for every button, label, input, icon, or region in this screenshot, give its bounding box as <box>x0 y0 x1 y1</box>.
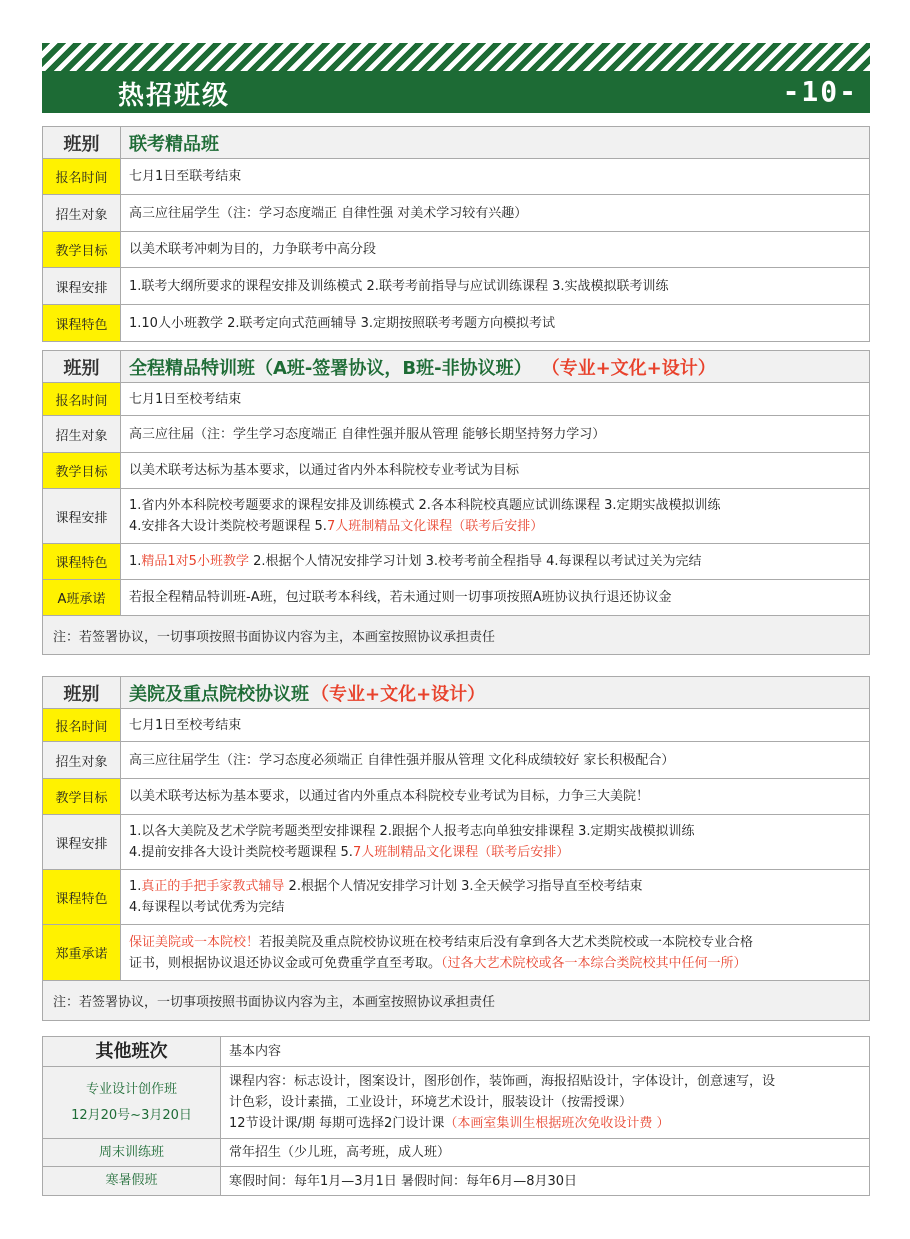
row-text: 4.提前安排各大设计类院校考题课程 5. <box>129 845 353 860</box>
table-row <box>43 709 869 742</box>
row-value: 以美术联考达标为基本要求，以通过省内外重点本科院校专业考试为目标，力争三大美院！ <box>129 789 650 804</box>
table-row <box>43 870 869 925</box>
row-text: 若报美院及重点院校协议班在校考结束后没有拿到各大艺术类院校或一本院校专业合格 <box>259 934 754 950</box>
row-line <box>129 842 861 863</box>
table-row <box>43 544 869 580</box>
row-value: 以美术联考达标为基本要求，以通过省内外本科院校专业考试为目标 <box>129 463 520 478</box>
row-label: 教学目标 <box>43 232 121 267</box>
row-highlight: 真正的手把手家教式辅导 <box>141 879 285 894</box>
row-highlight: 精品1对5小班教学 <box>141 554 249 569</box>
header-bar <box>42 71 870 113</box>
row-line: 1.省内外本科院校考题要求的课程安排及训练模式 2.各本科院校真题应试训练课程 3.定期实战模拟训练 <box>129 498 721 513</box>
row-highlight: 7人班制精品文化课程（联考后安排） <box>326 519 544 534</box>
row-line: 课程内容：标志设计，图案设计，图形创作，装饰画，海报招贴设计，字体设计，创意速写，设 <box>229 1074 776 1089</box>
row-label: 教学目标 <box>43 453 121 488</box>
row-label: 郑重承诺 <box>43 925 121 980</box>
class-label: 班别 <box>43 677 121 708</box>
table-row <box>43 232 869 268</box>
row-value: 七月1日至校考结束 <box>129 717 242 733</box>
row-value <box>121 870 869 924</box>
table-row <box>43 489 869 544</box>
row-value: 七月1日至联考结束 <box>129 169 242 184</box>
row-label: 教学目标 <box>43 779 121 814</box>
row-value: 若报全程精品特训班-A班，包过联考本科线，若未通过则一切事项按照A班协议执行退还协议金 <box>129 590 672 605</box>
row-line <box>129 932 861 953</box>
table-row <box>43 1139 869 1167</box>
row-label: A班承诺 <box>43 580 121 615</box>
table-row <box>43 779 869 815</box>
class-name <box>121 677 485 708</box>
other-classes-table <box>42 1036 870 1196</box>
page-title: 热招班级 <box>118 81 231 111</box>
row-label: 报名时间 <box>43 709 121 741</box>
row-highlight: （本画室集训生根据班次免收设计费 ） <box>444 1116 670 1131</box>
table-row <box>43 195 869 232</box>
row-highlight: 7人班制精品文化课程（联考后安排） <box>352 845 570 860</box>
table-row <box>43 580 869 616</box>
table-row <box>43 159 869 195</box>
class-header <box>43 351 869 383</box>
row-highlight: 保证美院或一本院校！ <box>129 934 260 950</box>
row-value <box>121 544 869 579</box>
table-row <box>43 815 869 870</box>
row-line <box>229 1113 861 1134</box>
row-label: 课程特色 <box>43 544 121 579</box>
row-label: 课程安排 <box>43 815 121 869</box>
row-line: 4.每课程以考试优秀为完结 <box>129 900 285 915</box>
row-label <box>43 1067 221 1138</box>
row-value: 高三应往届学生（注：学习态度端正 自律性强 对美术学习较有兴趣） <box>129 205 528 221</box>
class-name-main: 全程精品特训班（A班-签署协议，B班-非协议班） <box>129 357 532 379</box>
table-row <box>43 1067 869 1139</box>
row-label: 课程特色 <box>43 870 121 924</box>
class-name-subjects: （专业+文化+设计） <box>541 357 716 379</box>
page-header <box>42 43 870 113</box>
row-text: 2.根据个人情况安排学习计划 3.校考考前全程指导 4.每课程以考试过关为完结 <box>248 554 702 569</box>
row-text: 4.安排各大设计类院校考题课程 5. <box>129 519 327 534</box>
class-note: 注：若签署协议，一切事项按照书面协议内容为主，本画室按照协议承担责任 <box>43 616 869 654</box>
header-stripes <box>42 43 870 71</box>
row-line: 计色彩，设计素描，工业设计，环境艺术设计，服装设计（按需授课） <box>229 1095 633 1110</box>
row-value: 1.联考大纲所要求的课程安排及训练模式 2.联考考前指导与应试训练课程 3.实战模拟联考训练 <box>129 278 669 294</box>
row-label: 报名时间 <box>43 159 121 194</box>
table-row <box>43 1167 869 1195</box>
class-note: 注：若签署协议，一切事项按照书面协议内容为主，本画室按照协议承担责任 <box>43 981 869 1020</box>
page-number: -10- <box>782 75 858 108</box>
row-text: 1. <box>129 554 142 569</box>
row-value: 高三应往届学生（注：学习态度必须端正 自律性强并服从管理 文化科成绩较好 家长积极配合） <box>129 752 675 768</box>
class-table-2 <box>42 350 870 655</box>
class-name-main: 美院及重点院校协议班 <box>129 683 309 705</box>
row-line <box>129 953 861 974</box>
class-name: 联考精品班 <box>129 133 219 155</box>
row-value: 常年招生（少儿班，高考班，成人班） <box>229 1145 451 1160</box>
row-label: 招生对象 <box>43 742 121 778</box>
table-row <box>43 305 869 341</box>
row-label: 报名时间 <box>43 383 121 415</box>
row-label: 课程安排 <box>43 489 121 543</box>
row-value <box>121 925 869 980</box>
others-header <box>43 1037 869 1067</box>
row-label: 周末训练班 <box>43 1139 221 1166</box>
row-value <box>121 489 869 543</box>
table-row <box>43 742 869 779</box>
row-label: 招生对象 <box>43 416 121 452</box>
row-label: 课程特色 <box>43 305 121 341</box>
row-value: 1.10人小班教学 2.联考定向式范画辅导 3.定期按照联考考题方向模拟考试 <box>129 315 556 331</box>
row-value: 寒假时间：每年1月—3月1日 暑假时间：每年6月—8月30日 <box>229 1173 578 1189</box>
class-name-subjects: （专业+文化+设计） <box>311 683 486 705</box>
table-row <box>43 925 869 981</box>
row-value <box>221 1067 869 1138</box>
class-table-1 <box>42 126 870 342</box>
class-table-3 <box>42 676 870 1021</box>
class-dates: 12月20号~3月20日 <box>71 1107 192 1123</box>
row-line <box>129 876 861 897</box>
table-row <box>43 383 869 416</box>
class-label: 班别 <box>43 127 121 158</box>
row-label: 课程安排 <box>43 268 121 304</box>
table-row <box>43 453 869 489</box>
row-line <box>129 516 861 537</box>
row-label: 招生对象 <box>43 195 121 231</box>
row-value <box>121 815 869 869</box>
row-text: 证书，则根据协议退还协议金或可免费重学直至考取。 <box>129 955 442 971</box>
others-header-label: 其他班次 <box>43 1037 221 1066</box>
row-highlight: （过各大艺术院校或各一本综合类院校其中任何一所） <box>441 955 747 971</box>
class-header <box>43 677 869 709</box>
row-value: 七月1日至校考结束 <box>129 391 242 407</box>
row-label: 寒暑假班 <box>43 1167 221 1195</box>
class-label: 班别 <box>43 351 121 382</box>
row-line <box>129 551 861 572</box>
table-row <box>43 268 869 305</box>
row-line: 1.以各大美院及艺术学院考题类型安排课程 2.跟据个人报考志向单独安排课程 3.定期实战模拟训练 <box>129 824 695 839</box>
row-text: 1. <box>129 879 142 894</box>
table-row <box>43 416 869 453</box>
row-value: 以美术联考冲刺为目的，力争联考中高分段 <box>129 242 377 257</box>
others-header-value: 基本内容 <box>229 1044 282 1059</box>
row-text: 12节设计课/期 每期可选择2门设计课 <box>229 1116 445 1131</box>
row-text: 2.根据个人情况安排学习计划 3.全天候学习指导直至校考结束 <box>284 879 643 894</box>
class-header <box>43 127 869 159</box>
row-value: 高三应往届（注：学生学习态度端正 自律性强并服从管理 能够长期坚持努力学习） <box>129 426 606 442</box>
class-name <box>121 351 716 382</box>
class-title: 专业设计创作班 <box>85 1081 177 1097</box>
